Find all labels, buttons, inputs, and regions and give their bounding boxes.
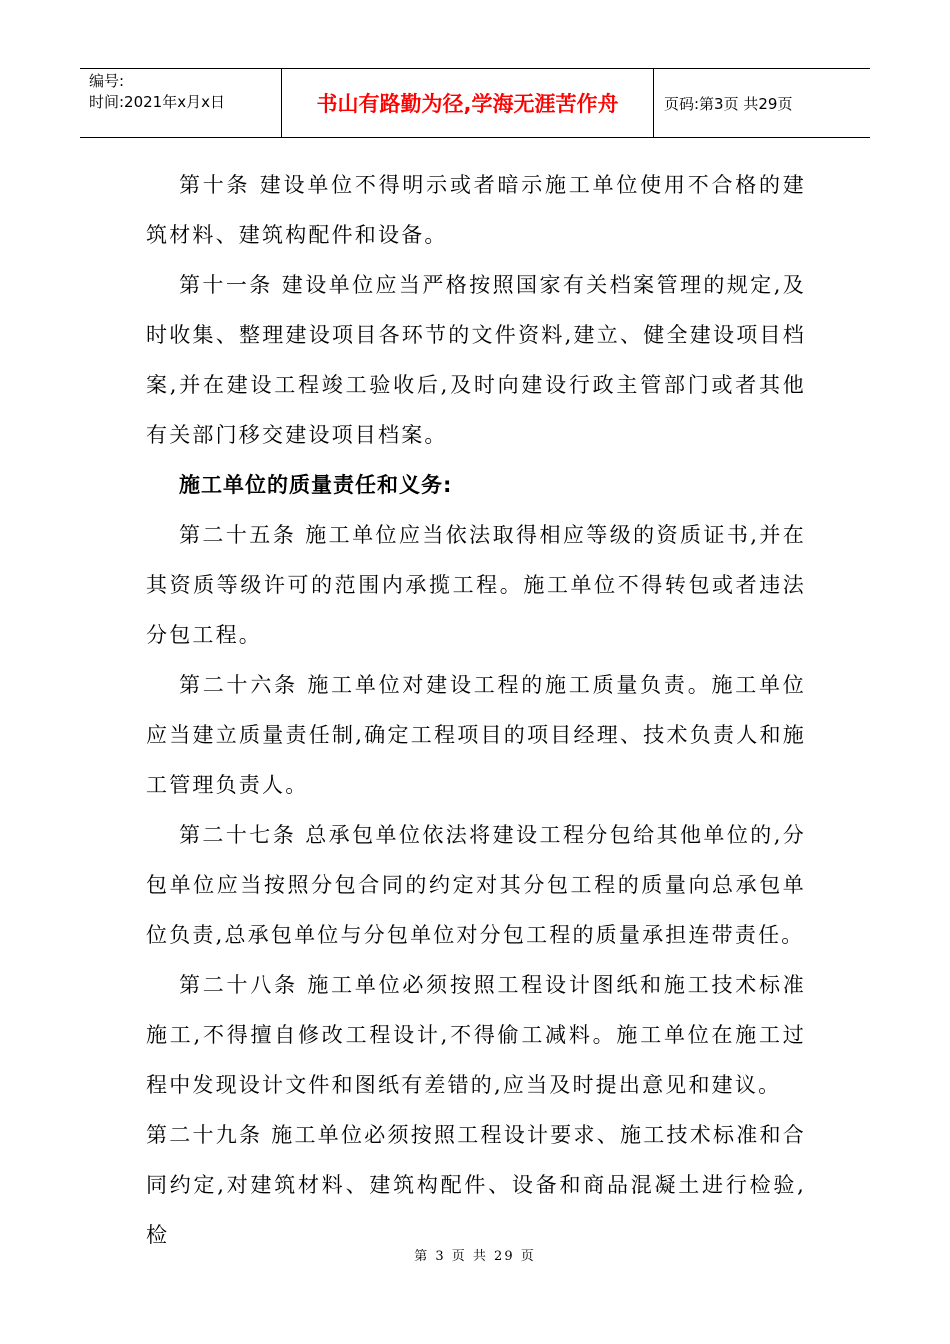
- article-28: 第二十八条 施工单位必须按照工程设计图纸和施工技术标准施工,不得擅自修改工程设计,不得偷工减料。施工单位在施工过程中发现设计文件和图纸有差错的,应当及时提出意见和建议。: [146, 973, 806, 1097]
- article-25: 第二十五条 施工单位应当依法取得相应等级的资质证书,并在其资质等级许可的范围内承揽工程。施工单位不得转包或者违法分包工程。: [146, 523, 806, 647]
- article-26: 第二十六条 施工单位对建设工程的施工质量负责。施工单位应当建立质量责任制,确定工程项目的项目经理、技术负责人和施工管理负责人。: [146, 673, 806, 797]
- document-body: [146, 160, 806, 1260]
- article-10: 第十条 建设单位不得明示或者暗示施工单位使用不合格的建筑材料、建筑构配件和设备。: [146, 173, 806, 247]
- document-header: [80, 68, 870, 138]
- header-meta-cell: [80, 69, 282, 137]
- article-11: 第十一条 建设单位应当严格按照国家有关档案管理的规定,及时收集、整理建设项目各环节的文件资料,建立、健全建设项目档案,并在建设工程竣工验收后,及时向建设行政主管部门或者其他有关部门移交建设项目档案。: [146, 273, 806, 447]
- document-time-label: 时间:2021年x月x日: [89, 93, 225, 111]
- page-footer: 第 3 页 共 29 页: [414, 1249, 536, 1264]
- document-number-label: 编号:: [89, 72, 125, 90]
- header-motto: 书山有路勤为径,学海无涯苦作舟: [282, 69, 654, 137]
- article-29: 第二十九条 施工单位必须按照工程设计要求、施工技术标准和合同约定,对建筑材料、建筑构配件、设备和商品混凝土进行检验,检: [146, 1123, 806, 1247]
- header-page-info: 页码:第3页 共29页: [664, 94, 793, 113]
- section-heading-construction-duties: 施工单位的质量责任和义务:: [179, 473, 453, 497]
- article-27: 第二十七条 总承包单位依法将建设工程分包给其他单位的,分包单位应当按照分包合同的约定对其分包工程的质量向总承包单位负责,总承包单位与分包单位对分包工程的质量承担连带责任。: [146, 823, 806, 947]
